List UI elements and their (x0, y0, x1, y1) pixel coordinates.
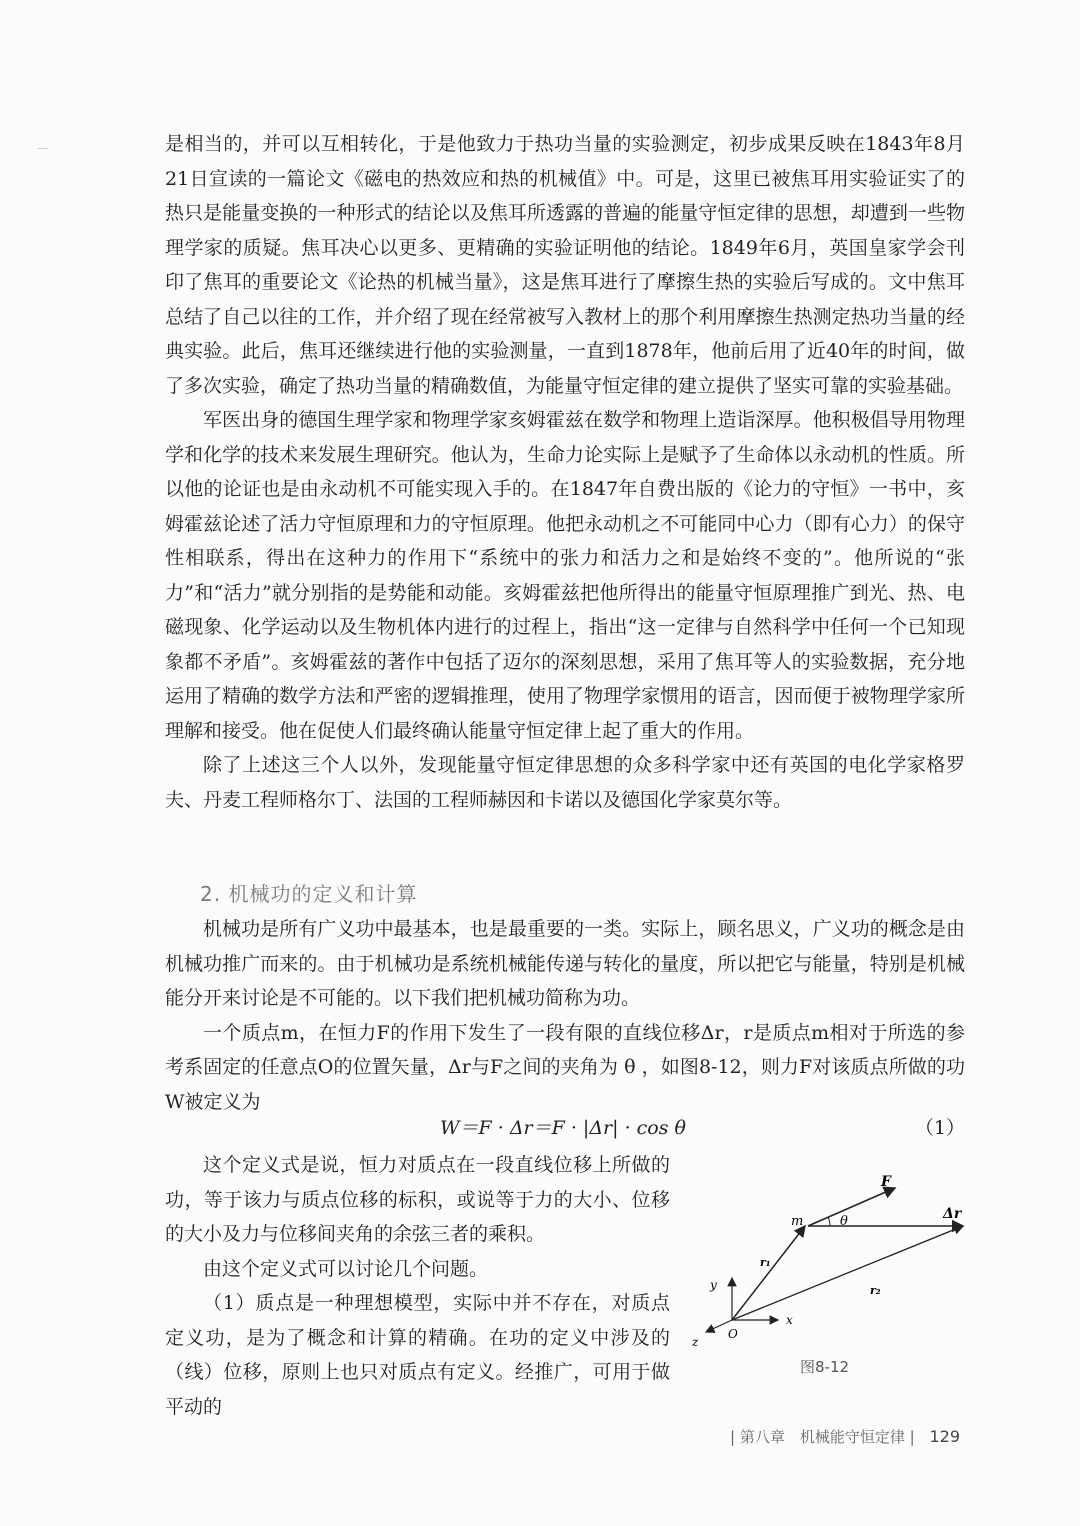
work-equation: W＝F · Δr＝F · |Δr| · cos θ (440, 1117, 686, 1139)
paragraph-4: 机械功是所有广义功中最基本，也是最重要的一类。实际上，顾名思义，广义功的概念是由机械功推广而来的。由于机械功是系统机械能传递与转化的量度，所以把它与能量，特别是机械能分开来讨论是不可能的。以下我们把机械功简称为功。 (165, 918, 965, 1009)
paragraph-3: 除了上述这三个人以外，发现能量守恒定律思想的众多科学家中还有英国的电化学家格罗夫、丹麦工程师格尔丁、法国的工程师赫因和卡诺以及德国化学家莫尔等。 (165, 754, 965, 811)
label-O: O (728, 1327, 738, 1341)
equation-number: （1） (914, 1117, 965, 1139)
page-number: 129 (929, 1427, 960, 1446)
label-r1: r₁ (760, 1256, 771, 1269)
label-F: F (881, 1174, 891, 1190)
label-r2: r₂ (870, 1284, 881, 1297)
label-m: m (791, 1214, 804, 1229)
paragraph-1: 是相当的，并可以互相转化，于是他致力于热功当量的实验测定，初步成果反映在1843年8月21日宣读的一篇论文《磁电的热效应和热的机械值》中。可是，这里已被焦耳用实验证实了的热只是能量变换的一种形式的结论以及焦耳所透露的普遍的能量守恒定律的思想，却遭到一些物理学家的质疑。焦耳决心以更多、更精确的实验证明他的结论。1849年6月，英国皇家学会刊印了焦耳的重要论文《论热的机械当量》，这是焦耳进行了摩擦生热的实验后写成的。文中焦耳总结了自己以往的工作，并介绍了现在经常被写入教材上的那个利用摩擦生热测定热功当量的经典实验。此后，焦耳还继续进行他的实验测量，一直到1878年，他前后用了近40年的时间，做了多次实验，确定了热功当量的精确数值，为能量守恒定律的建立提供了坚实可靠的实验基础。 (165, 133, 965, 397)
figure-caption: 图8-12 (800, 1358, 850, 1376)
label-delta-r: Δr (943, 1206, 962, 1222)
paragraph-5: 一个质点m，在恒力F的作用下发生了一段有限的直线位移Δr，r是质点m相对于所选的参考系固定的任意点O的位置矢量，Δr与F之间的夹角为 θ ，如图8-12，则力F对该质点所做的功W被定义为 (165, 1021, 965, 1113)
paragraph-6: 这个定义式是说，恒力对质点在一段直线位移上所做的功，等于该力与质点位移的标积，或说等于力的大小、位移的大小及力与位移间夹角的余弦三者的乘积。 (165, 1154, 670, 1245)
scan-mark (38, 148, 48, 149)
body-text-middle (165, 912, 965, 1119)
vector-diagram (690, 1168, 980, 1378)
body-text-top (165, 127, 965, 817)
chapter-title: | 第八章 机械能守恒定律 | (730, 1428, 915, 1446)
force-vector (808, 1188, 895, 1226)
paragraph-7: 由这个定义式可以讨论几个问题。 (203, 1257, 489, 1280)
label-z: z (692, 1335, 699, 1349)
section-heading: 2. 机械功的定义和计算 (200, 882, 418, 906)
paragraph-2: 军医出身的德国生理学家和物理学家亥姆霍兹在数学和物理上造诣深厚。他积极倡导用物理学和化学的技术来发展生理研究。他认为，生命力论实际上是赋予了生命体以永动机的性质。所以他的论证也是由永动机不可能实现入手的。在1847年自费出版的《论力的守恒》一书中，亥姆霍兹论述了活力守恒原理和力的守恒原理。他把永动机之不可能同中心力（即有心力）的保守性相联系，得出在这种力的作用下“系统中的张力和活力之和是始终不变的”。他所说的“张力”和“活力”就分别指的是势能和动能。亥姆霍兹把他所得出的能量守恒原理推广到光、热、电磁现象、化学运动以及生物机体内进行的过程上，指出“这一定律与自然科学中任何一个已知现象都不矛盾”。亥姆霍兹的著作中包括了迈尔的深刻思想，采用了焦耳等人的实验数据，充分地运用了精确的数学方法和严密的逻辑推理，使用了物理学家惯用的语言，因而便于被物理学家所理解和接受。他在促使人们最终确认能量守恒定律上起了重大的作用。 (165, 409, 965, 742)
r1-vector (732, 1226, 805, 1320)
paragraph-8: （1）质点是一种理想模型，实际中并不存在，对质点定义功，是为了概念和计算的精确。在功的定义中涉及的（线）位移，原则上也只对质点有定义。经推广，可用于做平动的 (165, 1292, 670, 1418)
angle-arc (828, 1217, 830, 1226)
r2-vector (732, 1226, 963, 1320)
label-y: y (710, 1278, 717, 1292)
body-text-left-of-figure (165, 1148, 670, 1424)
label-theta: θ (840, 1214, 848, 1229)
page-footer (730, 1426, 960, 1447)
label-x: x (786, 1313, 793, 1327)
